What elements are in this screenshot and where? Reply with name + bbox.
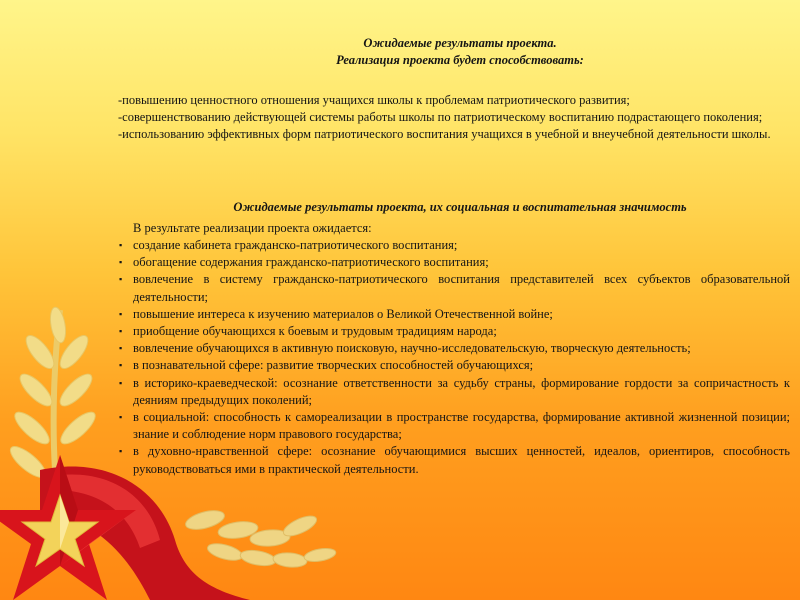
block1-title-line1: Ожидаемые результаты проекта. (363, 36, 557, 50)
list-item: ▪ приобщение обучающихся к боевым и трудовым традициям народа; (118, 323, 790, 340)
block1-paragraphs (118, 92, 790, 143)
block2-title: Ожидаемые результаты проекта, их социальная и воспитательная значимость (233, 200, 687, 214)
list-item: ▪ повышение интереса к изучению материалов о Великой Отечественной войне; (118, 306, 790, 323)
list-item: ▪ вовлечение в систему гражданско-патриотического воспитания представителей всех субъектов образовательной деятельности; (118, 271, 790, 305)
list-item: ▪ в историко-краеведческой: осознание ответственности за судьбу страны, формирование гордости за сопричастность к деяниям предыдущих поколений; (118, 375, 790, 409)
list-item: ▪ вовлечение обучающихся в активную поисковую, научно-исследовательскую, творческую деятельность; (118, 340, 790, 357)
block1-paragraph-1: -повышению ценностного отношения учащихся школы к проблемам патриотического развития; (118, 93, 630, 107)
block1-paragraph-2: -совершенствованию действующей системы работы школы по патриотическому воспитанию подрастающего поколения; (118, 110, 763, 124)
block1-title-line2: Реализация проекта будет способствовать: (336, 53, 584, 67)
block1-paragraph-3: -использованию эффективных форм патриотического воспитания учащихся в учебной и внеучебной деятельности школы. (118, 127, 771, 141)
results-list (118, 237, 790, 478)
list-item: ▪ в духовно-нравственной сфере: осознание обучающимися высших ценностей, идеалов, ориентиров, способность руководствоваться ими в практической деятельности. (118, 443, 790, 477)
list-item: ▪ создание кабинета гражданско-патриотического воспитания; (118, 237, 790, 254)
list-item: ▪ в познавательной сфере: развитие творческих способностей обучающихся; (118, 357, 790, 374)
list-item: ▪ обогащение содержания гражданско-патриотического воспитания; (118, 254, 790, 271)
list-item: ▪ в социальной: способность к самореализации в пространстве государства, формирование активной жизненной позиции; знание и соблюдение норм правового государства; (118, 409, 790, 443)
block2-intro: В результате реализации проекта ожидается: (133, 221, 372, 235)
